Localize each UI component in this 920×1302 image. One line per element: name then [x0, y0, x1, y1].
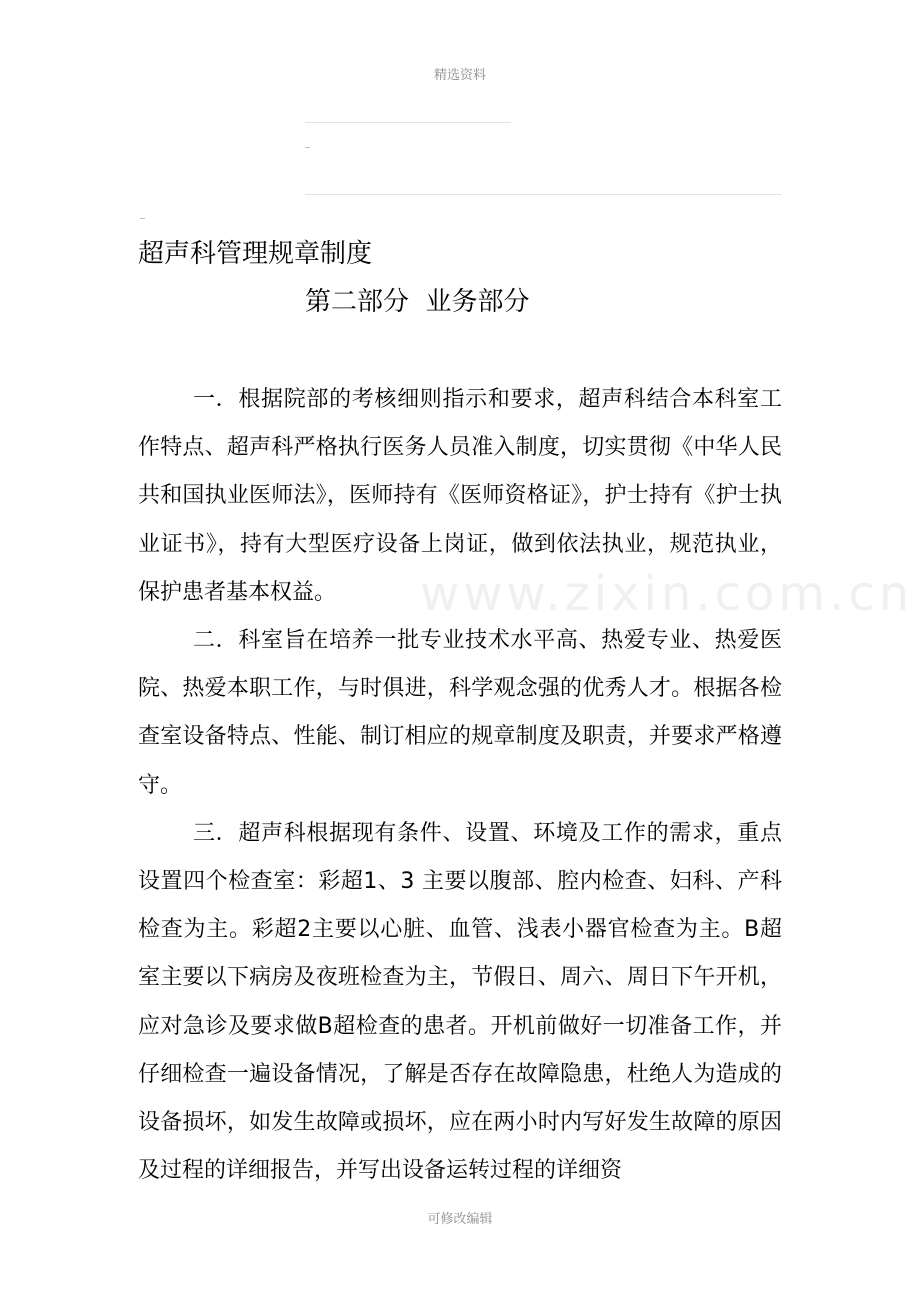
watermark: www.zixin.com.cn: [420, 566, 914, 622]
paragraph-2: 二．科室旨在培养一批专业技术水平高、热爱专业、热爱医院、热爱本职工作，与时俱进，科学观念强的优秀人才。根据各检查室设备特点、性能、制订相应的规章制度及职责，并要求严格遵守。: [138, 628, 782, 798]
document-title: 超声科管理规章制度: [138, 239, 373, 269]
page-footer: 可修改编辑: [427, 1212, 493, 1227]
header-rule-short: [305, 122, 511, 123]
document-body: [138, 376, 782, 1195]
page-header: 精选资料: [433, 68, 486, 83]
margin-dash-mark: [140, 218, 145, 219]
paragraph-3: 三．超声科根据现有条件、设置、环境及工作的需求，重点设置四个检查室：彩超1、3 主要以腹部、腔内检查、妇科、产科检查为主。彩超2主要以心脏、血管、浅表小器官检查为主。B超室主要以下病房及夜班检查为主，节假日、周六、周日下午开机，应对急诊及要求做B超检查的患者。开机前做好一切准备工作，并仔细检查一遍设备情况，了解是否存在故障隐患，杜绝人为造成的设备损坏，如发生故障或损坏，应在两小时内写好发生故障的原因及过程的详细报告，并写出设备运转过程的详细资: [138, 820, 782, 1184]
header-rule-long: [305, 194, 782, 195]
paragraph-1: 一．根据院部的考核细则指示和要求，超声科结合本科室工作特点、超声科严格执行医务人员准入制度，切实贯彻《中华人民共和国执业医师法》，医师持有《医师资格证》，护士持有《护士执业证书》，持有大型医疗设备上岗证，做到依法执业，规范执业，保护患者基本权益。: [138, 387, 782, 605]
header-dash-mark: [305, 147, 310, 148]
document-subtitle: 第二部分 业务部分: [305, 287, 530, 317]
